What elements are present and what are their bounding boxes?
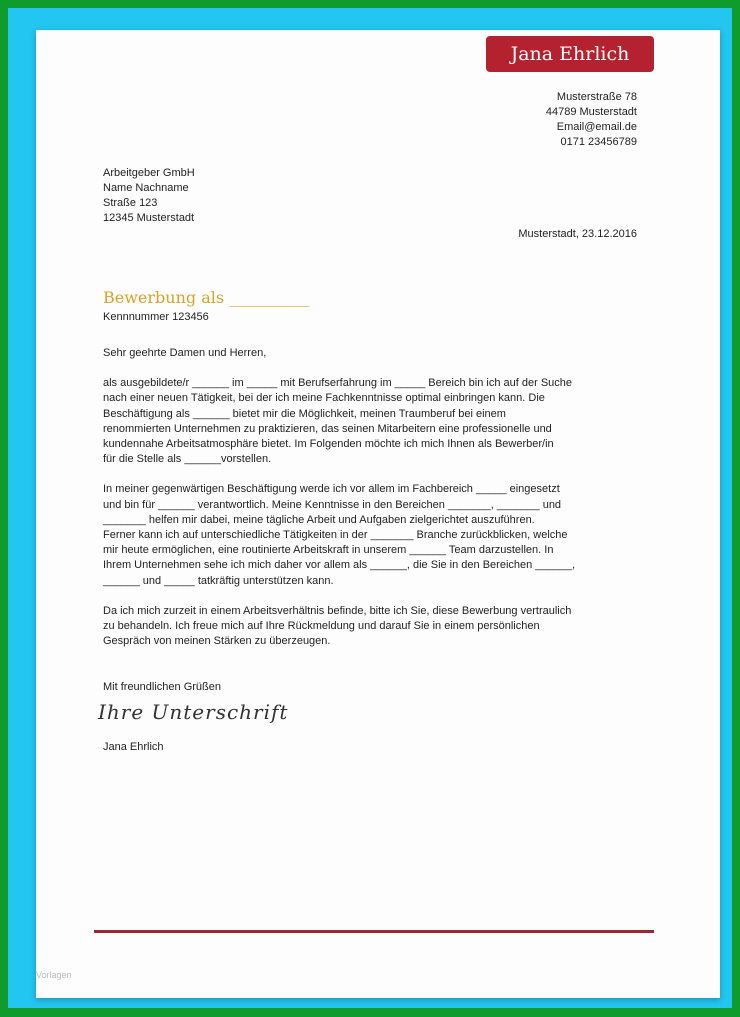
salutation: Sehr geehrte Damen und Herren,	[103, 347, 267, 359]
recipient-city: 12345 Musterstadt	[103, 212, 195, 224]
recipient-street: Straße 123	[103, 197, 158, 209]
closing: Mit freundlichen Grüßen	[103, 681, 221, 693]
watermark: Vorlagen	[36, 970, 72, 980]
sender-email: Email@email.de	[556, 121, 637, 133]
paragraph-3: Da ich mich zurzeit in einem Arbeitsverhältnis befinde, bitte ich Sie, diese Bewerbung vertraulich zu behandeln. Ich freue mich auf Ihre Rückmeldung und darauf Sie in einem persönlichen Gespräch von meinen Stärken zu überzeugen.	[103, 604, 572, 648]
footer-rule	[94, 930, 654, 933]
name-badge: Jana Ehrlich	[486, 36, 654, 72]
reference-number: Kennnummer 123456	[103, 311, 209, 323]
signer-name: Jana Ehrlich	[103, 741, 164, 753]
sender-phone: 0171 23456789	[560, 136, 637, 148]
signature: Ihre Unterschrift	[98, 700, 289, 724]
paragraph-1: als ausgebildete/r ______ im _____ mit Berufserfahrung im _____ Bereich bin ich auf der Suche nach einer neuen Tätigkeit, bei der ich meine Fachkenntnisse optimal einbringen kann. Die Beschäftigung als ______ bietet mir die Möglichkeit, meinen Traumberuf bei einem renommierten Unternehmen zu praktizieren, das seinen Mitarbeitern eine professionelle und kundennahe Arbeitsatmosphäre bietet. Im Folgenden möchte ich mich Ihnen als Bewerber/in für die Stelle als ______vorstellen.	[103, 377, 573, 466]
sender-street: Musterstraße 78	[556, 91, 637, 103]
recipient-name: Name Nachname	[103, 182, 189, 194]
letter-body	[103, 346, 643, 664]
recipient-company: Arbeitgeber GmbH	[103, 167, 195, 179]
letter-date: Musterstadt, 23.12.2016	[518, 228, 637, 240]
sender-city: 44789 Musterstadt	[545, 106, 637, 118]
paragraph-2: In meiner gegenwärtigen Beschäftigung werde ich vor allem im Fachbereich _____ eingesetzt und bin für ______ verantwortlich. Meine Kenntnisse in den Bereichen _______, _______ und _______ helfen mir dabei, meine tägliche Arbeit und Aufgaben zielgerichtet auszuführen. Ferner kann ich auf unterschiedliche Tätigkeiten in der _______ Branche zurückblicken, welche mir heute ermöglichen, eine routinierte Arbeitskraft in unserem ______ Team darzustellen. In Ihrem Unternehmen sehe ich mich daher vor allem als ______, die Sie in den Bereichen ______, ______ und _____ tatkräftig unterstützen kann.	[103, 483, 576, 587]
recipient-address	[103, 166, 195, 226]
subject-line: Bewerbung als __________	[103, 288, 310, 307]
sender-address	[546, 90, 637, 150]
